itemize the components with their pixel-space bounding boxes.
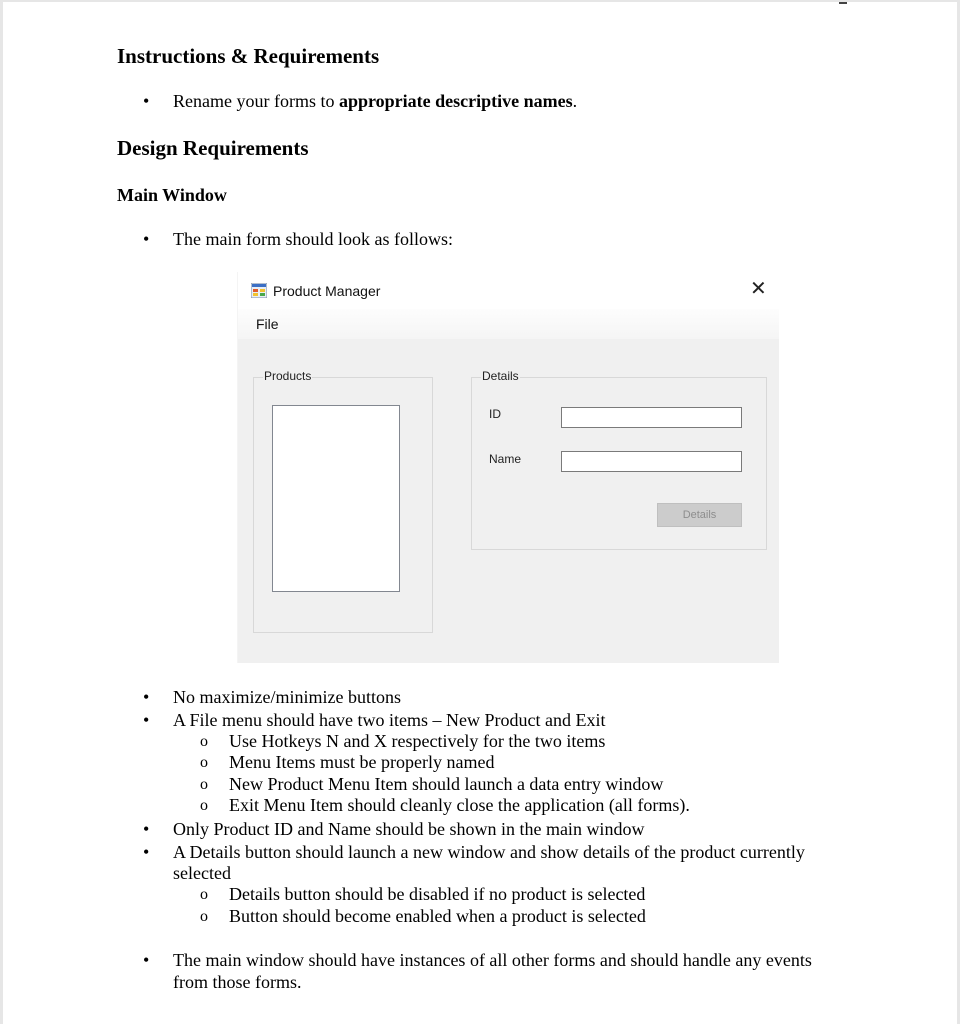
id-textbox[interactable]	[561, 407, 742, 428]
requirement-item-line1: A Details button should launch a new window and show details of the product currently	[173, 842, 805, 862]
requirement-item-line1: The main window should have instances of all other forms and should handle any events	[173, 950, 812, 970]
requirement-subitem: Details button should be disabled if no product is selected	[229, 884, 646, 904]
heading-main-window: Main Window	[117, 185, 227, 205]
products-listbox[interactable]	[272, 405, 400, 592]
requirement-subitem: Exit Menu Item should cleanly close the application (all forms).	[229, 795, 690, 815]
bullet-glyph: •	[143, 842, 150, 862]
product-manager-window	[237, 272, 779, 663]
menu-bar	[238, 309, 779, 339]
sub-bullet-glyph: o	[200, 908, 208, 925]
bullet-glyph: •	[143, 819, 150, 839]
requirement-subitem: Button should become enabled when a product is selected	[229, 906, 646, 926]
window-title: Product Manager	[273, 283, 381, 299]
instructions-item-bold: appropriate descriptive names	[338, 91, 573, 111]
sub-bullet-glyph: o	[200, 797, 208, 814]
id-label: ID	[489, 407, 501, 421]
heading-instructions: Instructions & Requirements	[117, 44, 380, 68]
app-form-icon	[251, 283, 267, 298]
name-textbox[interactable]	[561, 451, 742, 472]
requirement-item: A File menu should have two items – New Product and Exit	[173, 710, 606, 730]
bullet-glyph: •	[143, 710, 150, 730]
instructions-item-suffix: .	[572, 91, 578, 111]
sub-bullet-glyph: o	[200, 733, 208, 750]
name-label: Name	[489, 452, 522, 466]
sub-bullet-glyph: o	[200, 886, 208, 903]
bullet-glyph: •	[143, 950, 150, 970]
sub-bullet-glyph: o	[200, 754, 208, 771]
requirement-item-line2: selected	[173, 863, 231, 883]
heading-design-requirements: Design Requirements	[117, 136, 309, 160]
requirement-subitem: New Product Menu Item should launch a data entry window	[229, 774, 664, 794]
sub-bullet-glyph: o	[200, 776, 208, 793]
page-edge-mark	[839, 2, 847, 4]
document-page	[3, 2, 957, 1024]
bullet-glyph: •	[143, 91, 150, 111]
instructions-item-prefix: Rename your forms to	[173, 91, 339, 111]
main-window-intro: The main form should look as follows:	[173, 229, 453, 249]
bullet-glyph: •	[143, 687, 150, 707]
menu-file[interactable]: File	[256, 316, 279, 332]
details-group-label: Details	[482, 369, 519, 383]
bullet-glyph: •	[143, 229, 150, 249]
requirement-item: No maximize/minimize buttons	[173, 687, 401, 707]
requirement-subitem: Menu Items must be properly named	[229, 752, 495, 772]
products-group-label: Products	[264, 369, 312, 383]
window-titlebar	[238, 272, 779, 309]
requirement-item: Only Product ID and Name should be shown in the main window	[173, 819, 645, 839]
close-icon[interactable]: ✕	[750, 278, 767, 300]
requirement-item-line2: from those forms.	[173, 972, 302, 992]
requirement-subitem: Use Hotkeys N and X respectively for the two items	[229, 731, 606, 751]
details-button[interactable]: Details	[657, 503, 742, 527]
instructions-item	[173, 91, 577, 112]
